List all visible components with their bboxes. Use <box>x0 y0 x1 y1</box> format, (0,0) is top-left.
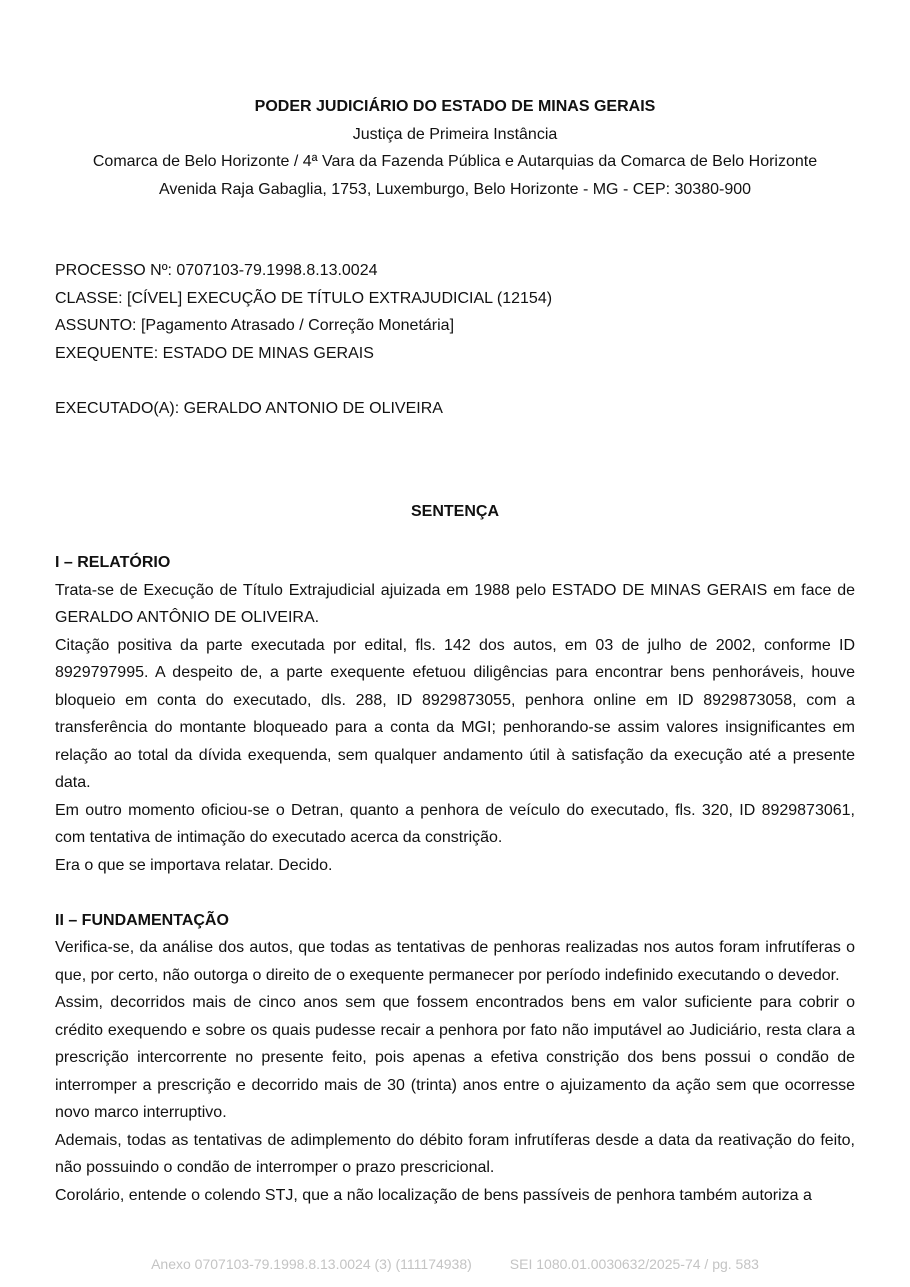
section-spacer <box>55 879 855 907</box>
case-defendant: EXECUTADO(A): GERALDO ANTONIO DE OLIVEIRA <box>55 399 443 417</box>
paragraph: Em outro momento oficiou-se o Detran, quanto a penhora de veículo do executado, fls. 320, ID 8929873061, com tentativa de intimação do executado acerca da constrição. <box>55 801 855 846</box>
paragraph: Verifica-se, da análise dos autos, que todas as tentativas de penhoras realizadas nos autos foram infrutíferas o que, por certo, não outorga o direito de o exequente permanecer por período indefinido executando o devedor. <box>55 939 855 984</box>
case-number: PROCESSO Nº: 0707103-79.1998.8.13.0024 <box>55 262 378 279</box>
paragraph: Corolário, entende o colendo STJ, que a não localização de bens passíveis de penhora também autoriza a <box>55 1186 812 1204</box>
case-plaintiff: EXEQUENTE: ESTADO DE MINAS GERAIS <box>55 344 374 362</box>
footer-annex: Anexo 0707103-79.1998.8.13.0024 (3) (111174938) <box>151 1256 472 1272</box>
document-body <box>55 549 855 1209</box>
section-heading-fundamentacao: II – FUNDAMENTAÇÃO <box>55 911 229 929</box>
paragraph: Trata-se de Execução de Título Extrajudicial ajuizada em 1988 pelo ESTADO DE MINAS GERAIS em face de GERALDO ANTÔNIO DE OLIVEIRA. <box>55 581 855 626</box>
document-header <box>0 93 910 203</box>
section-heading-relatorio: I – RELATÓRIO <box>55 554 171 571</box>
document-title: SENTENÇA <box>410 503 499 520</box>
paragraph: Ademais, todas as tentativas de adimplemento do débito foram infrutíferas desde a data da reativação do feito, não possuindo o condão de interromper o prazo prescricional. <box>55 1131 855 1176</box>
paragraph: Citação positiva da parte executada por edital, fls. 142 dos autos, em 03 de julho de 2002, conforme ID 8929797995. A despeito de, a parte exequente efetuou diligências para encontrar bens penhoráveis, houve bloqueio em conta do executado, dls. 288, ID 8929873055, penhora online em ID 8929873058, com a transferência do montante bloqueado para a conta da MGI; penhorando-se assim valores insignificantes em relação ao total da dívida exequenda, sem qualquer andamento útil à satisfação da execução até a presente data. <box>55 636 855 791</box>
case-metadata <box>55 257 855 422</box>
metadata-spacer <box>55 367 855 395</box>
court-name: PODER JUDICIÁRIO DO ESTADO DE MINAS GERAIS <box>254 98 656 115</box>
court-comarca: Comarca de Belo Horizonte / 4ª Vara da Fazenda Pública e Autarquias da Comarca de Belo Horizonte <box>92 153 818 170</box>
paragraph: Era o que se importava relatar. Decido. <box>55 856 333 874</box>
case-subject: ASSUNTO: [Pagamento Atrasado / Correção Monetária] <box>55 317 455 334</box>
footer-sei: SEI 1080.01.0030632/2025-74 / pg. 583 <box>509 1256 759 1272</box>
page-footer <box>0 1256 910 1272</box>
paragraph: Assim, decorridos mais de cinco anos sem que fossem encontrados bens em valor suficiente para cobrir o crédito exequendo e sobre os quais pudesse recair a penhora por fato não imputável ao Judiciário, resta clara a prescrição intercorrente no presente feito, pois apenas a efetiva constrição dos bens possui o condão de interromper a prescrição e decorrido mais de 30 (trinta) anos entre o ajuizamento da ação sem que ocorresse novo marco interruptivo. <box>55 994 855 1121</box>
court-instance: Justiça de Primeira Instância <box>352 125 558 143</box>
case-class: CLASSE: [CÍVEL] EXECUÇÃO DE TÍTULO EXTRAJUDICIAL (12154) <box>55 289 553 307</box>
court-address: Avenida Raja Gabaglia, 1753, Luxemburgo, Belo Horizonte - MG - CEP: 30380-900 <box>158 180 752 198</box>
